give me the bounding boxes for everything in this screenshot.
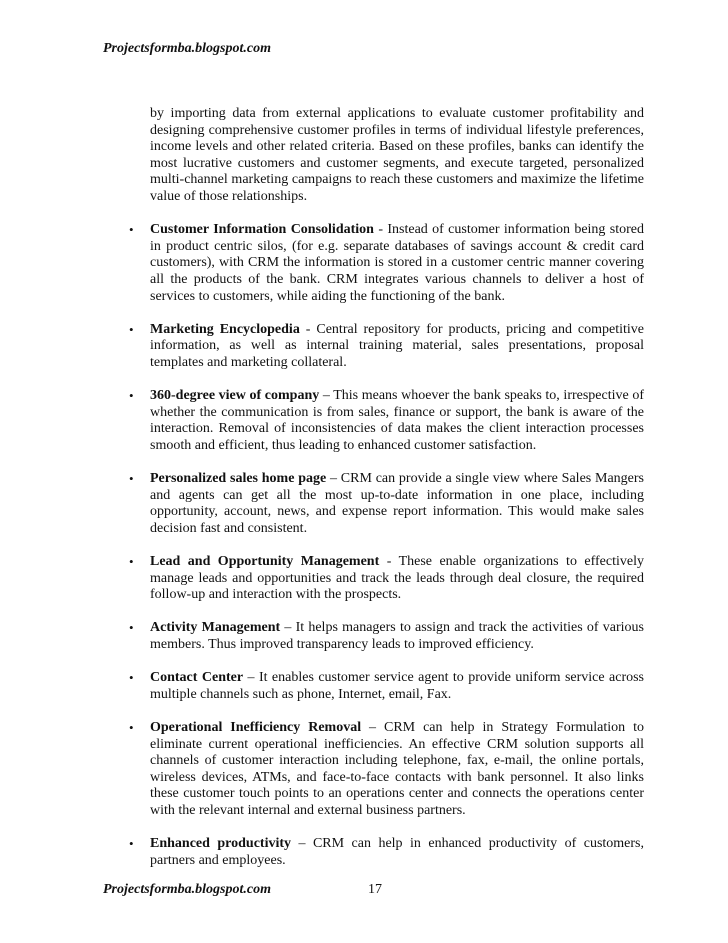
- bullet-icon: •: [129, 321, 134, 337]
- page-footer: Projectsformba.blogspot.com: [103, 882, 271, 897]
- bullet-text: – CRM can provide a single view where Sales Mangers and agents can get all the most up-to-date information in one place, including opportunity, account, news, and expense report information. This would make sales decision fast and consistent.: [150, 471, 644, 536]
- bullet-term: Personalized sales home page: [150, 471, 327, 487]
- bullet-text: – It helps managers to assign and track the activities of various members. Thus improved transparency leads to improved efficiency.: [150, 620, 644, 652]
- bullet-icon: •: [129, 388, 134, 404]
- bullet-term: Enhanced productivity: [150, 836, 292, 852]
- page-number: 17: [368, 882, 382, 897]
- bullet-text: – CRM can help in Strategy Formulation to eliminate current operational inefficiencies. An effective CRM solution supports all channels of customer interaction including telephone, fax, e-mail, the online portals, wireless devices, ATMs, and face-to-face contacts with bank personnel. It also links these customer touch points to an operations center and connects the operations center with the relevant internal and external business partners.: [150, 719, 645, 818]
- bullet-text: – It enables customer service agent to provide uniform service across multiple channels such as phone, Internet, email, Fax.: [150, 670, 644, 702]
- bullet-text: - Central repository for products, pricing and competitive information, as well as internal training material, sales presentations, proposal templates and marketing collateral.: [150, 321, 644, 370]
- page-header: Projectsformba.blogspot.com: [103, 41, 271, 56]
- bullet-icon: •: [129, 836, 134, 852]
- bullet-list: [129, 222, 645, 869]
- bullet-term: Customer Information Consolidation: [150, 222, 374, 238]
- bullet-item: [129, 321, 644, 372]
- bullet-item: [129, 719, 645, 820]
- document-body: [129, 106, 645, 886]
- bullet-icon: •: [129, 554, 134, 570]
- bullet-item: [129, 471, 644, 537]
- bullet-icon: •: [129, 719, 134, 735]
- bullet-text: – This means whoever the bank speaks to, irrespective of whether the communication is from sales, finance or support, the bank is aware of the interaction. Removal of inconsistencies of data makes the client interaction processes smooth and efficient, thus leading to enhanced customer satisfaction.: [150, 388, 645, 453]
- bullet-term: Operational Inefficiency Removal: [150, 719, 362, 735]
- bullet-item: [129, 554, 644, 604]
- bullet-icon: •: [129, 471, 134, 487]
- bullet-icon: •: [129, 620, 134, 636]
- bullet-term: Activity Management: [150, 620, 281, 636]
- bullet-text: – CRM can help in enhanced productivity of customers, partners and employees.: [150, 836, 644, 868]
- bullet-term: Marketing Encyclopedia: [150, 321, 300, 337]
- bullet-item: [129, 836, 644, 869]
- bullet-icon: •: [129, 670, 134, 686]
- bullet-item: [129, 670, 644, 703]
- intro-paragraph: by importing data from external applications to evaluate customer profitability and designing comprehensive customer profiles in terms of individual lifestyle preferences, income levels and other related criteria. Based on these profiles, banks can identify the most lucrative customers and customer segments, and execute targeted, personalized multi-channel marketing campaigns to reach these customers and maximize the lifetime value of those relationships.: [150, 106, 644, 204]
- bullet-text: - Instead of customer information being stored in product centric silos, (for e.g. separate databases of savings account & credit card customers), with CRM the information is stored in a customer centric manner covering all the products of the bank. CRM integrates various channels to deliver a host of services to customers, while aiding the functioning of the bank.: [150, 222, 645, 304]
- bullet-term: 360-degree view of company: [150, 388, 320, 404]
- bullet-item: [129, 388, 645, 454]
- bullet-icon: •: [129, 222, 134, 238]
- bullet-item: [129, 222, 645, 305]
- bullet-term: Lead and Opportunity Management: [150, 554, 380, 570]
- bullet-text: - These enable organizations to effectively manage leads and opportunities and track the leads through deal closure, the required follow-up and interaction with the prospects.: [150, 554, 644, 603]
- bullet-term: Contact Center: [150, 670, 244, 686]
- bullet-item: [129, 620, 644, 653]
